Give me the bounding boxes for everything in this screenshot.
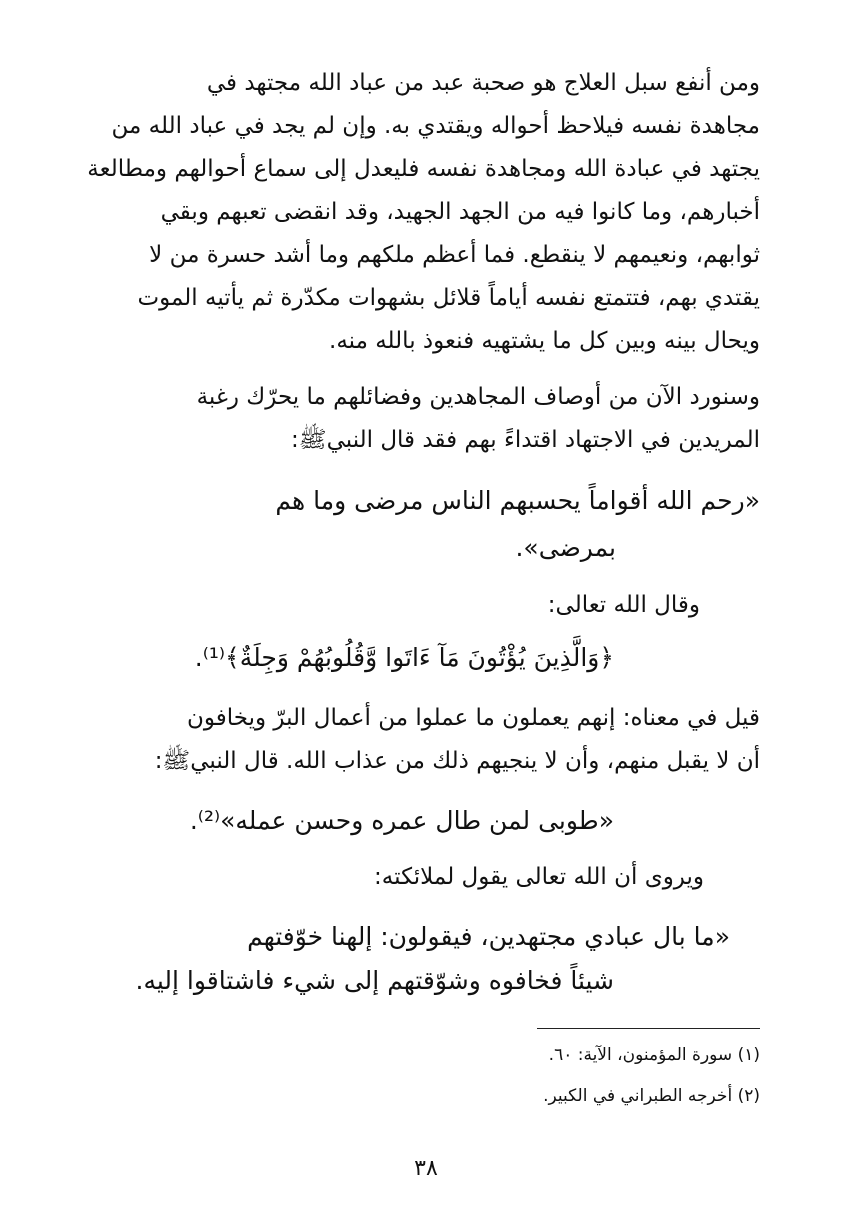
- quran-intro: وقال الله تعالى:: [547, 592, 700, 618]
- paragraph3-line-1: قيل في معناه: إنهم يعملون ما عملوا من أعمال البرّ ويخافون: [186, 705, 760, 731]
- paragraph1-line-1: ومن أنفع سبل العلاج هو صحبة عبد من عباد الله مجتهد في: [206, 70, 760, 96]
- paragraph1-line-7: ويحال بينه وبين كل ما يشتهيه فنعوذ بالله منه.: [329, 328, 760, 354]
- paragraph3-line-2: أن لا يقبل منهم، وأن لا ينجيهم ذلك من عذاب الله. قال النبيﷺ:: [154, 748, 760, 774]
- angels-intro: ويروى أن الله تعالى يقول لملائكته:: [374, 864, 704, 890]
- hadith3-line-1: «ما بال عبادي مجتهدين، فيقولون: إلهنا خوّفتهم: [247, 922, 730, 951]
- paragraph2-line-2: المريدين في الاجتهاد اقتداءً بهم فقد قال النبيﷺ:: [291, 427, 760, 453]
- paragraph1-line-2: مجاهدة نفسه فيلاحظ أحواله ويقتدي به. وإن لم يجد في عباد الله من: [111, 113, 760, 139]
- hadith2: «طوبى لمن طال عمره وحسن عمله»⁽²⁾.: [189, 806, 614, 835]
- paragraph1-line-6: يقتدي بهم، فتتمتع نفسه أياماً قلائل بشهوات مكدّرة ثم يأتيه الموت: [137, 285, 760, 311]
- footnote-2: (٢) أخرجه الطبراني في الكبير.: [543, 1086, 760, 1106]
- paragraph2-line-1: وسنورد الآن من أوصاف المجاهدين وفضائلهم ما يحرّك رغبة: [196, 384, 760, 410]
- footnote-divider: [537, 1028, 760, 1029]
- page-number: ٣٨: [414, 1156, 438, 1181]
- hadith1-line-1: «رحم الله أقواماً يحسبهم الناس مرضى وما هم: [275, 486, 760, 515]
- footnote-1: (١) سورة المؤمنون، الآية: ٦٠.: [548, 1045, 760, 1065]
- hadith3-line-2: شيئاً فخافوه وشوّقتهم إلى شيء فاشتاقوا إليه.: [135, 966, 614, 995]
- paragraph1-line-4: أخبارهم، وما كانوا فيه من الجهد الجهيد، وقد انقضى تعبهم وبقي: [160, 199, 760, 225]
- quran-verse: ﴿وَالَّذِينَ يُؤْتُونَ مَآ ءَاتَوا وَّقُلُوبُهُمْ وَجِلَةٌ﴾⁽¹⁾.: [194, 643, 614, 672]
- hadith1-line-2: بمرضى».: [515, 533, 616, 562]
- paragraph1-line-3: يجتهد في عبادة الله ومجاهدة نفسه فليعدل إلى سماع أحوالهم ومطالعة: [87, 156, 760, 182]
- paragraph1-line-5: ثوابهم، ونعيمهم لا ينقطع. فما أعظم ملكهم وما أشد حسرة من لا: [149, 242, 760, 268]
